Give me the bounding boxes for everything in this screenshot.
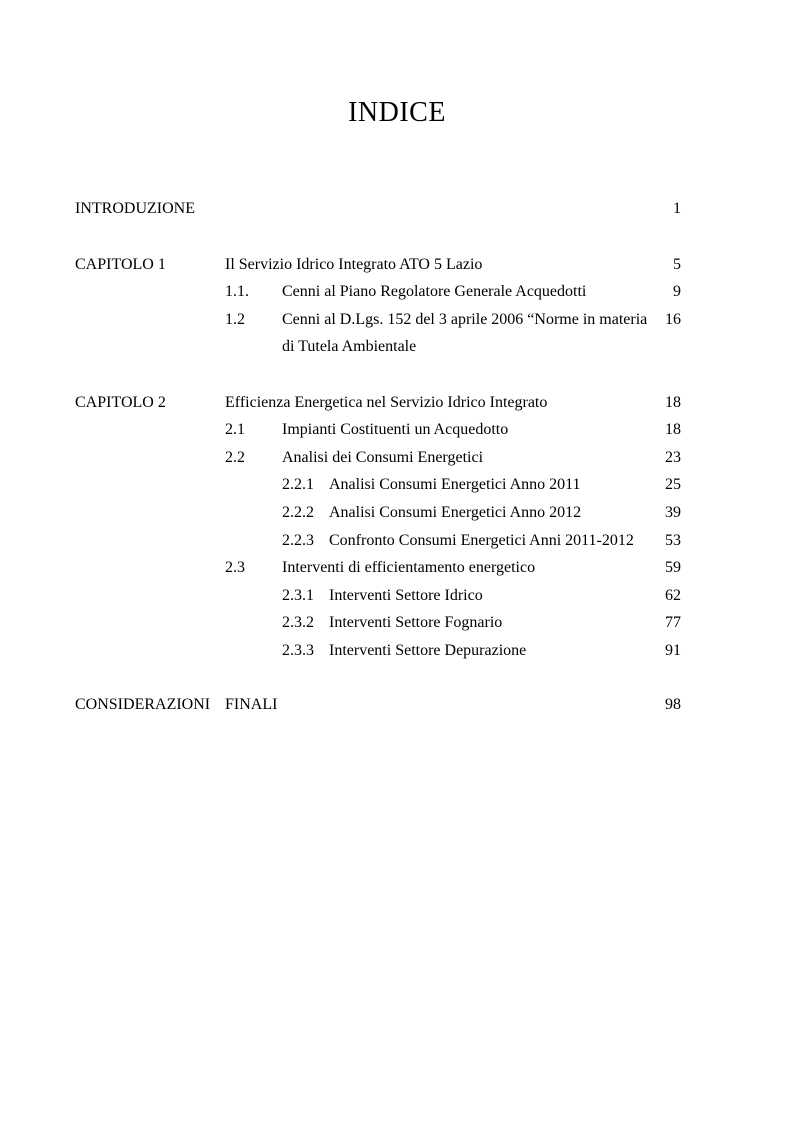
toc-chapter-1-page: 5 xyxy=(673,256,681,273)
toc-section-1-2-page: 16 xyxy=(665,311,681,328)
page-title: INDICE xyxy=(348,97,446,128)
toc-subsection-2-3-3-title: Interventi Settore Depurazione xyxy=(329,642,527,659)
toc-subsection-2-2-1-title: Analisi Consumi Energetici Anno 2011 xyxy=(329,476,581,493)
toc-section-2-2-number: 2.2 xyxy=(225,449,245,466)
toc-considerazioni-label: CONSIDERAZIONI xyxy=(75,696,211,713)
toc-chapter-2-page: 18 xyxy=(665,394,681,411)
toc-subsection-2-3-1-page: 62 xyxy=(665,587,681,604)
toc-introduzione-label: INTRODUZIONE xyxy=(75,200,195,217)
toc-section-2-2-title: Analisi dei Consumi Energetici xyxy=(282,449,484,466)
toc-subsection-2-3-2-title: Interventi Settore Fognario xyxy=(329,614,503,631)
toc-section-1-2-title-line1: Cenni al D.Lgs. 152 del 3 aprile 2006 “Norme in materia xyxy=(282,311,648,328)
toc-subsection-2-3-2-page: 77 xyxy=(665,614,681,631)
toc-subsection-2-3-3-number: 2.3.3 xyxy=(282,642,314,659)
toc-subsection-2-3-2-number: 2.3.2 xyxy=(282,614,314,631)
toc-subsection-2-2-3-page: 53 xyxy=(665,532,681,549)
toc-section-2-2-page: 23 xyxy=(665,449,681,466)
toc-section-2-3-number: 2.3 xyxy=(225,559,245,576)
toc-section-2-1-title: Impianti Costituenti un Acquedotto xyxy=(282,421,509,438)
toc-subsection-2-3-1-number: 2.3.1 xyxy=(282,587,314,604)
toc-chapter-2-label: CAPITOLO 2 xyxy=(75,394,166,411)
toc-subsection-2-2-2-title: Analisi Consumi Energetici Anno 2012 xyxy=(329,504,582,521)
toc-section-1-2-number: 1.2 xyxy=(225,311,245,328)
toc-considerazioni-label-finali: FINALI xyxy=(225,696,278,713)
toc-section-1-1-number: 1.1. xyxy=(225,283,249,300)
toc-section-1-1-page: 9 xyxy=(673,283,681,300)
toc-subsection-2-2-1-page: 25 xyxy=(665,476,681,493)
toc-chapter-1-label: CAPITOLO 1 xyxy=(75,256,166,273)
toc-section-1-1-title: Cenni al Piano Regolatore Generale Acquedotti xyxy=(282,283,587,300)
toc-subsection-2-2-1-number: 2.2.1 xyxy=(282,476,314,493)
toc-subsection-2-2-3-title: Confronto Consumi Energetici Anni 2011-2012 xyxy=(329,532,634,549)
toc-chapter-1-title: Il Servizio Idrico Integrato ATO 5 Lazio xyxy=(225,256,483,273)
toc-section-2-1-page: 18 xyxy=(665,421,681,438)
toc-introduzione-page: 1 xyxy=(673,200,681,217)
toc-section-2-3-title: Interventi di efficientamento energetico xyxy=(282,559,536,576)
toc-section-1-2-title-line2: di Tutela Ambientale xyxy=(282,338,417,355)
toc-subsection-2-2-2-number: 2.2.2 xyxy=(282,504,314,521)
toc-section-2-1-number: 2.1 xyxy=(225,421,245,438)
toc-considerazioni-page: 98 xyxy=(665,696,681,713)
toc-subsection-2-3-3-page: 91 xyxy=(665,642,681,659)
toc-subsection-2-2-2-page: 39 xyxy=(665,504,681,521)
toc-subsection-2-2-3-number: 2.2.3 xyxy=(282,532,314,549)
toc-subsection-2-3-1-title: Interventi Settore Idrico xyxy=(329,587,483,604)
toc-section-2-3-page: 59 xyxy=(665,559,681,576)
toc-chapter-2-title: Efficienza Energetica nel Servizio Idrico Integrato xyxy=(225,394,548,411)
